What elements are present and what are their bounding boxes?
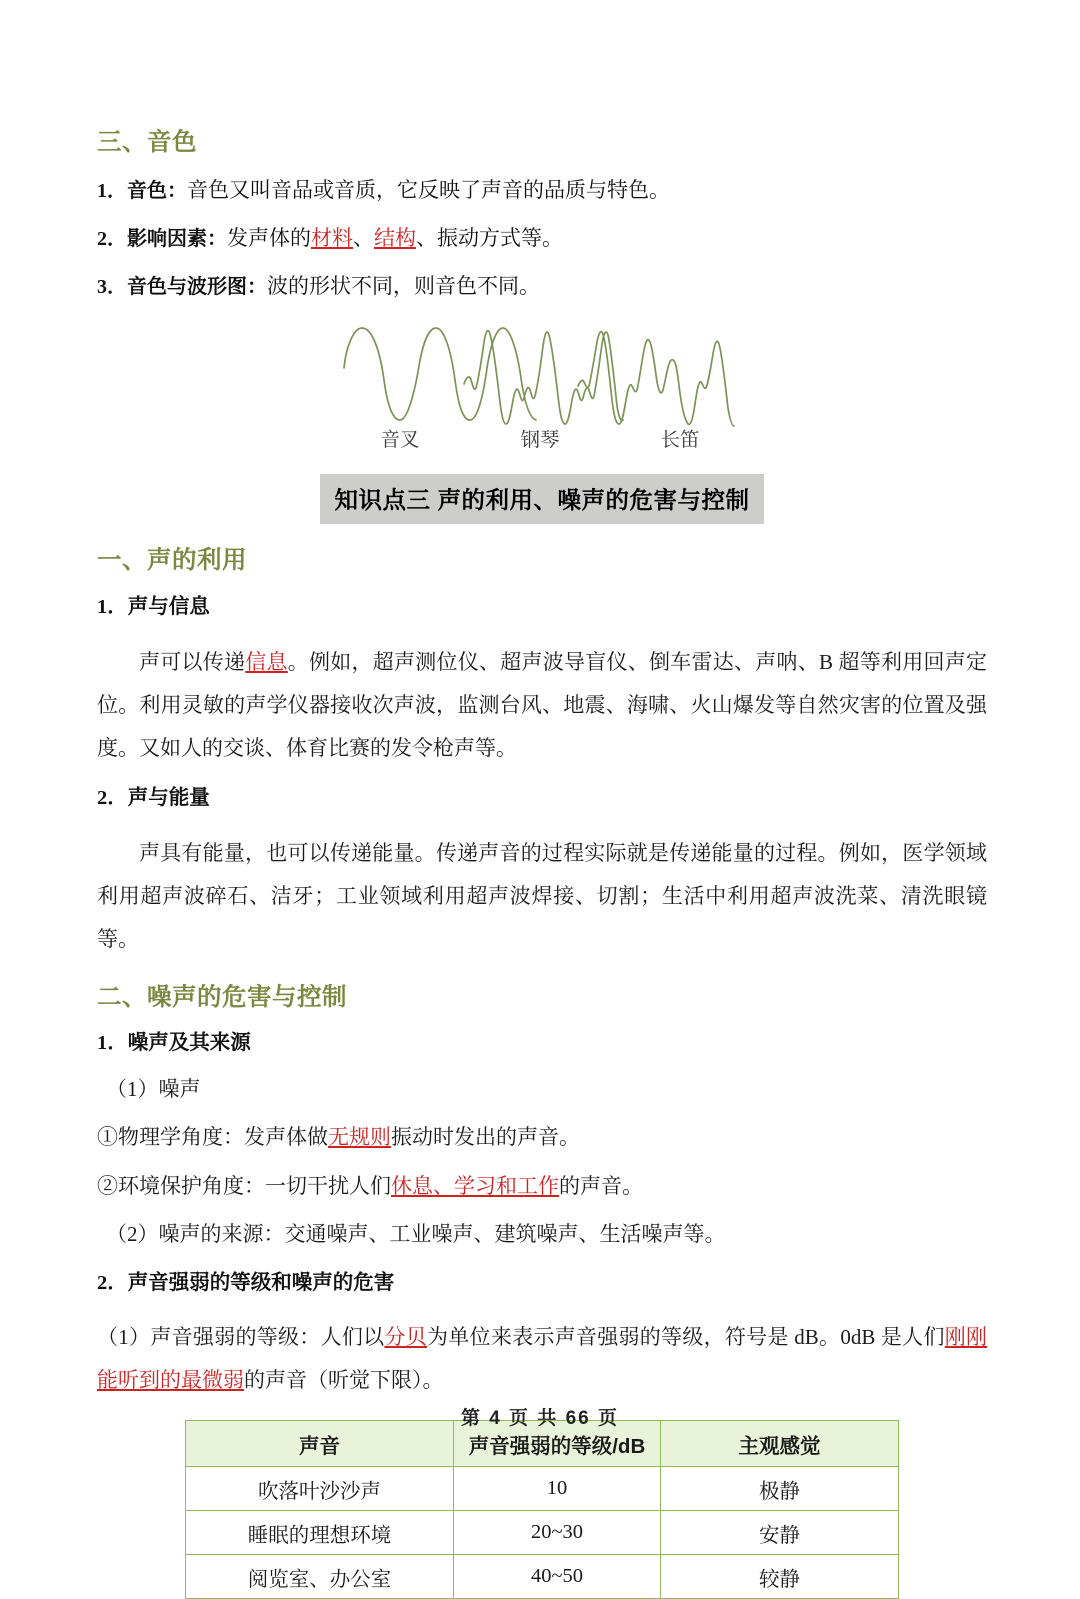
decibel-text-b: 为单位来表示声音强弱的等级，符号是 dB。0dB 是人们 — [426, 1325, 945, 1350]
sound-use-sub-2 — [97, 784, 987, 813]
table-cell-level: 10 — [454, 1467, 661, 1511]
table-row — [186, 1467, 899, 1511]
table-row — [186, 1511, 899, 1555]
table-cell-feeling: 极静 — [661, 1467, 899, 1511]
timbre-item-1-text: 音色又叫音品或音质，它反映了声音的品质与特色。 — [187, 177, 670, 202]
waveform-label-tuning-fork: 音叉 — [380, 429, 420, 451]
section-heading-timbre: 三、音色 — [97, 129, 197, 156]
noise-sub-1-index: 1． — [97, 1031, 128, 1054]
noise-definition-label: （1）噪声 — [106, 1077, 201, 1102]
sound-info-text-b: 。例如，超声测位仪、超声波导盲仪、倒车雷达、声呐、B 超等利用回声定位。利用灵敏的声学仪器接收次声波，监测台风、地震、海啸、火山爆发等自然灾害的位置及强度。又如人的交谈、体育比赛的发令枪声等。 — [97, 649, 987, 761]
timbre-highlight-structure: 结构 — [374, 225, 416, 250]
timbre-item-3-term: 音色与波形图： — [127, 275, 267, 298]
timbre-item-1-index: 1． — [97, 179, 127, 202]
timbre-item-2-term: 影响因素： — [127, 227, 227, 250]
noise-env-text-a: ②环境保护角度：一切干扰人们 — [97, 1173, 391, 1198]
waveform-label-flute: 长笛 — [660, 429, 700, 451]
table-cell-level: 20~30 — [454, 1511, 661, 1555]
table-cell-level: 40~50 — [454, 1555, 661, 1599]
decibel-table-wrap — [97, 1420, 987, 1599]
decibel-table — [185, 1420, 899, 1599]
noise-environment-definition — [97, 1173, 987, 1200]
table-cell-feeling: 较静 — [661, 1555, 899, 1599]
sound-info-text-a: 声可以传递 — [139, 649, 246, 674]
timbre-item-2-text-before: 发声体的 — [227, 225, 311, 250]
table-header-sound: 声音 — [186, 1421, 454, 1467]
decibel-text-c: 的声音（听觉下限）。 — [244, 1368, 444, 1393]
noise-physics-text-a: ①物理学角度：发声体做 — [97, 1125, 328, 1150]
timbre-highlight-material: 材料 — [311, 225, 353, 250]
table-row — [186, 1555, 899, 1599]
table-header-level: 声音强弱的等级/dB — [454, 1421, 661, 1467]
noise-physics-highlight: 无规则 — [328, 1125, 391, 1150]
timbre-item-3 — [97, 272, 987, 301]
sound-use-sub-1 — [97, 593, 987, 622]
section-heading-noise: 二、噪声的危害与控制 — [97, 983, 347, 1011]
noise-sub-1-title: 噪声及其来源 — [127, 1030, 251, 1054]
timbre-item-1-term: 音色： — [127, 179, 187, 202]
sound-energy-paragraph: 声具有能量，也可以传递能量。传递声音的过程实际就是传递能量的过程。例如，医学领域利用超声波碎石、洁牙；工业领域利用超声波焊接、切割；生活中利用超声波洗菜、清洗眼镜等。 — [97, 840, 987, 951]
sound-use-sub-2-index: 2． — [97, 787, 128, 810]
noise-physics-text-b: 振动时发出的声音。 — [391, 1125, 580, 1150]
timbre-item-1 — [97, 176, 987, 205]
noise-env-text-b: 的声音。 — [559, 1173, 643, 1198]
section-heading-sound-use: 一、声的利用 — [97, 546, 247, 574]
noise-physics-definition — [97, 1124, 987, 1151]
sound-use-sub-1-index: 1． — [97, 596, 128, 619]
timbre-item-2-index: 2． — [97, 227, 127, 250]
table-cell-sound: 阅览室、办公室 — [186, 1555, 454, 1599]
decibel-highlight-unit: 分贝 — [384, 1325, 427, 1350]
noise-sub-2-title: 声音强弱的等级和噪声的危害 — [127, 1271, 395, 1295]
knowledge-point-banner-wrap — [97, 474, 987, 524]
noise-sub-1 — [97, 1029, 987, 1058]
noise-env-highlight: 休息、学习和工作 — [391, 1173, 559, 1198]
sound-info-highlight: 信息 — [245, 649, 288, 674]
sound-use-sub-1-title: 声与信息 — [127, 595, 210, 619]
table-cell-feeling: 安静 — [661, 1511, 899, 1555]
waveform-piano — [464, 330, 623, 423]
waveform-tuning-fork — [344, 328, 536, 420]
decibel-highlight-threshold: 刚刚能听到的最微弱 — [97, 1325, 987, 1393]
table-cell-sound: 睡眠的理想环境 — [186, 1511, 454, 1555]
waveform-labels — [340, 424, 740, 452]
timbre-item-2 — [97, 224, 987, 253]
table-header-feeling: 主观感觉 — [661, 1421, 899, 1467]
noise-sub-2 — [97, 1269, 987, 1298]
timbre-item-2-text-after: 、振动方式等。 — [416, 225, 563, 250]
waveform-figure — [97, 320, 987, 470]
waveform-label-piano: 钢琴 — [520, 429, 560, 451]
noise-sources: （2）噪声的来源：交通噪声、工业噪声、建筑噪声、生活噪声等。 — [106, 1222, 726, 1247]
page-content — [97, 128, 987, 1599]
timbre-item-2-mid: 、 — [353, 225, 374, 250]
page-footer: 第 4 页 共 66 页 — [460, 1408, 620, 1429]
timbre-item-3-index: 3． — [97, 275, 127, 298]
timbre-item-3-text: 波的形状不同，则音色不同。 — [267, 273, 540, 298]
sound-use-sub-2-title: 声与能量 — [127, 786, 210, 810]
noise-sub-2-index: 2． — [97, 1272, 128, 1295]
decibel-paragraph — [97, 1316, 987, 1402]
decibel-text-a: （1）声音强弱的等级：人们以 — [97, 1325, 385, 1350]
table-cell-sound: 吹落叶沙沙声 — [186, 1467, 454, 1511]
sound-information-paragraph — [97, 641, 987, 770]
knowledge-point-banner: 知识点三 声的利用、噪声的危害与控制 — [320, 474, 763, 524]
